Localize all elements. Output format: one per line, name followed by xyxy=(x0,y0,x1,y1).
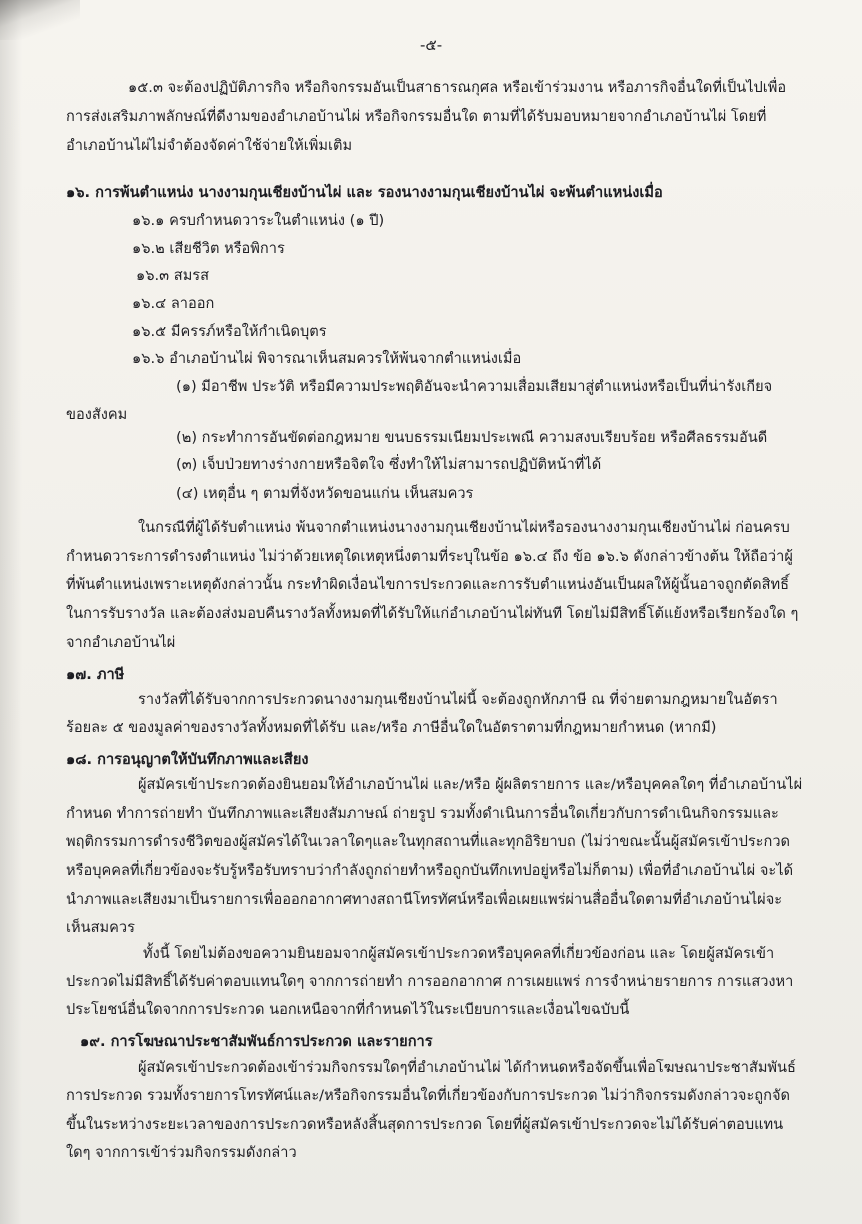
sub-list-item: (๑) มีอาชีพ ประวัติ หรือมีความประพฤติอันจะนำความเสื่อมเสียมาสู่ตำแหน่งหรือเป็นที่น่ารังเกียจ xyxy=(176,378,773,395)
paragraph-line: พฤติกรรมการดำรงชีวิตของผู้สมัครได้ในเวลาใดๆและในทุกสถานที่และทุกอิริยาบถ (ไม่ว่าขณะนั้นผู้สมัครเข้าประกวด xyxy=(66,833,791,850)
sub-list-item-continuation: ของสังคม xyxy=(66,406,128,423)
paragraph-line: ทั้งนี้ โดยไม่ต้องขอความยินยอมจากผู้สมัครเข้าประกวดหรือบุคคลที่เกี่ยวข้องก่อน และ โดยผู้สมัครเข้า xyxy=(143,945,775,962)
paragraph-line: นำภาพและเสียงมาเป็นรายการเพื่อออกอากาศทางสถานีโทรทัศน์หรือเพื่อเผยแพร่ผ่านสื่ออื่นใดตามที่อำเภอบ้านไผ่จะ xyxy=(66,891,783,908)
section-heading-17: ๑๗. ภาษี xyxy=(66,666,125,683)
paragraph-line: ผู้สมัครเข้าประกวดต้องเข้าร่วมกิจกรรมใดๆที่อำเภอบ้านไผ่ ได้กำหนดหรือจัดขึ้นเพื่อโฆษณาประชาสัมพันธ์ xyxy=(138,1059,796,1076)
paragraph-line: รางวัลที่ได้รับจากการประกวดนางงามกุนเชียงบ้านไผ่นี้ จะต้องถูกหักภาษี ณ ที่จ่ายตามกฎหมายในอัตรา xyxy=(138,691,778,708)
paragraph-line: กำหนด ทำการถ่ายทำ บันทึกภาพและเสียงสัมภาษณ์ ถ่ายรูป รวมทั้งดำเนินการอื่นใดเกี่ยวกับการดำเนินกิจกรรมและ xyxy=(66,805,779,822)
section-heading-19: ๑๙. การโฆษณาประชาสัมพันธ์การประกวด และรายการ xyxy=(80,1033,433,1050)
paragraph-line: ในการรับรางวัล และต้องส่งมอบคืนรางวัลทั้งหมดที่ได้รับให้แก่อำเภอบ้านไผ่ทันที โดยไม่มีสิทธิ์โต้แย้งหรือเรียกร้องใด ๆ xyxy=(66,605,799,622)
page-corner-shadow xyxy=(0,0,80,40)
paragraph-line: การประกวด รวมทั้งรายการโทรทัศน์และ/หรือกิจกรรมอื่นใดที่เกี่ยวข้องกับการประกวด ไม่ว่ากิจกรรมดังกล่าวจะถูกจัด xyxy=(66,1087,791,1104)
paragraph-line: หรือบุคคลที่เกี่ยวข้องจะรับรู้หรือรับทราบว่ากำลังถูกถ่ายทำหรือถูกบันทึกเทปอยู่หรือไม่ก็ตาม) เพื่อที่อำเภอบ้านไผ่ จะได้ xyxy=(66,862,794,879)
list-item: ๑๖.๔ ลาออก xyxy=(132,295,215,312)
paragraph-line: ขึ้นในระหว่างระยะเวลาของการประกวดหรือหลังสิ้นสุดการประกวด โดยที่ผู้สมัครเข้าประกวดจะไม่ได้รับค่าตอบแทน xyxy=(66,1116,784,1133)
paragraph-line: ที่พ้นตำแหน่งเพราะเหตุดังกล่าวนั้น กระทำผิดเงื่อนไขการประกวดและการรับตำแหน่งอันเป็นผลให้ผู้นั้นอาจถูกตัดสิทธิ์ xyxy=(66,576,790,593)
list-item: ๑๖.๖ อำเภอบ้านไผ่ พิจารณาเห็นสมควรให้พ้นจากตำแหน่งเมื่อ xyxy=(132,350,522,367)
paragraph-line: การส่งเสริมภาพลักษณ์ที่ดีงามของอำเภอบ้านไผ่ หรือกิจกรรมอื่นใด ตามที่ได้รับมอบหมายจากอำเภอบ้านไผ่ โดยที่ xyxy=(66,108,767,125)
paragraph-line: เห็นสมควร xyxy=(66,919,135,936)
page-edge-shadow xyxy=(0,0,22,1224)
list-item: ๑๖.๓ สมรส xyxy=(136,267,210,284)
paragraph-line: ร้อยละ ๕ ของมูลค่าของรางวัลทั้งหมดที่ได้รับ และ/หรือ ภาษีอื่นใดในอัตราตามที่กฎหมายกำหนด (หากมี) xyxy=(66,719,717,736)
paragraph-line: ใดๆ จากการเข้าร่วมกิจกรรมดังกล่าว xyxy=(66,1144,297,1161)
paragraph-line: อำเภอบ้านไผ่ไม่จำต้องจัดค่าใช้จ่ายให้เพิ่มเติม xyxy=(66,137,353,154)
paragraph-line: ประโยชน์อื่นใดจากการประกวด นอกเหนือจากที่กำหนดไว้ในระเบียบการและเงื่อนไขฉบับนี้ xyxy=(66,1001,630,1018)
section-heading-18: ๑๘. การอนุญาตให้บันทึกภาพและเสียง xyxy=(66,751,309,768)
list-item: ๑๖.๕ มีครรภ์หรือให้กำเนิดบุตร xyxy=(132,323,327,340)
list-item: ๑๖.๑ ครบกำหนดวาระในตำแหน่ง (๑ ปี) xyxy=(132,212,385,229)
paragraph-line: ประกวดไม่มีสิทธิ์ได้รับค่าตอบแทนใดๆ จากการถ่ายทำ การออกอากาศ การเผยแพร่ การจำหน่ายรายการ การแสวงหา xyxy=(66,973,794,990)
paragraph-line: กำหนดวาระการดำรงตำแหน่ง ไม่ว่าด้วยเหตุใดเหตุหนึ่งตามที่ระบุในข้อ ๑๖.๔ ถึง ข้อ ๑๖.๖ ดังกล่าวข้างต้น ให้ถือว่าผู้ xyxy=(66,548,793,565)
section-heading-16: ๑๖. การพ้นตำแหน่ง นางงามกุนเชียงบ้านไผ่ และ รองนางงามกุนเชียงบ้านไผ่ จะพ้นตำแหน่งเมื่อ xyxy=(66,184,663,201)
paragraph-line: จากอำเภอบ้านไผ่ xyxy=(66,634,176,651)
page-number: -๕- xyxy=(420,36,443,54)
paragraph-line: ผู้สมัครเข้าประกวดต้องยินยอมให้อำเภอบ้านไผ่ และ/หรือ ผู้ผลิตรายการ และ/หรือบุคคลใดๆ ที่อำเภอบ้านไผ่ xyxy=(138,776,803,793)
paragraph-line: ๑๕.๓ จะต้องปฏิบัติภารกิจ หรือกิจกรรมอันเป็นสาธารณกุศล หรือเข้าร่วมงาน หรือภารกิจอื่นใดที่เป็นไปเพื่อ xyxy=(128,79,787,96)
paragraph-line: ในกรณีที่ผู้ได้รับตำแหน่ง พ้นจากตำแหน่งนางงามกุนเชียงบ้านไผ่หรือรองนางงามกุนเชียงบ้านไผ่ ก่อนครบ xyxy=(138,519,790,536)
sub-list-item: (๒) กระทำการอันขัดต่อกฎหมาย ขนบธรรมเนียมประเพณี ความสงบเรียบร้อย หรือศีลธรรมอันดี xyxy=(176,429,768,446)
list-item: ๑๖.๒ เสียชีวิต หรือพิการ xyxy=(132,240,285,257)
sub-list-item: (๓) เจ็บป่วยทางร่างกายหรือจิตใจ ซึ่งทำให้ไม่สามารถปฏิบัติหน้าที่ได้ xyxy=(176,456,602,473)
sub-list-item: (๔) เหตุอื่น ๆ ตามที่จังหวัดขอนแก่น เห็นสมควร xyxy=(176,485,474,502)
